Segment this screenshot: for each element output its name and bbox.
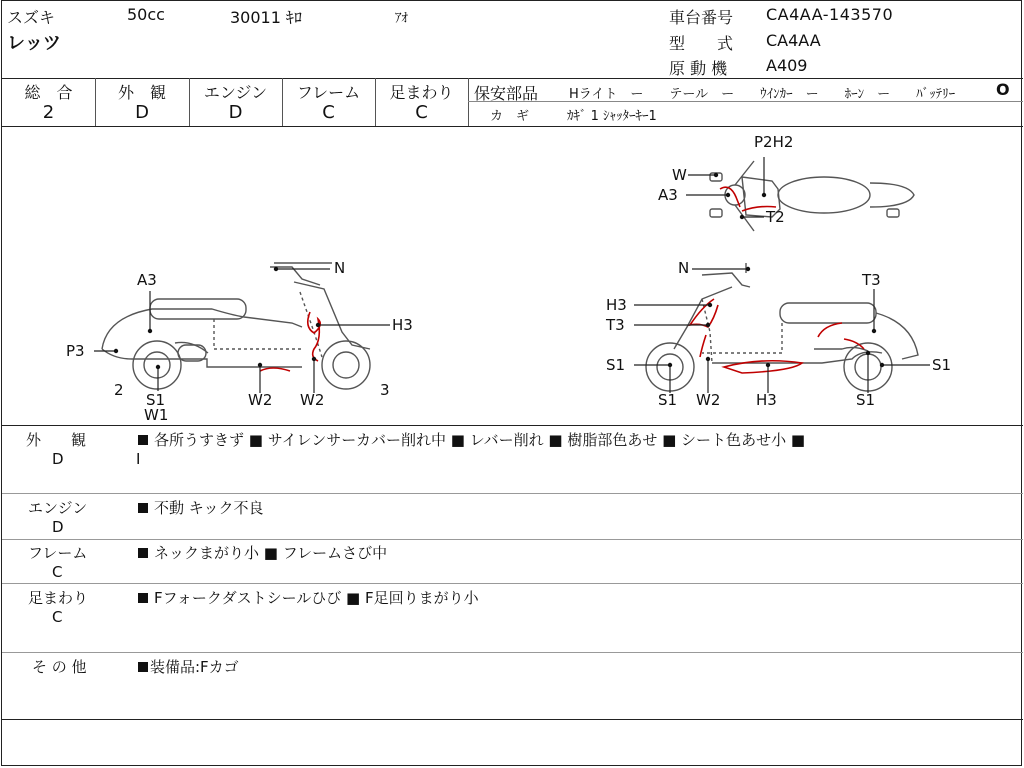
type-value: CA4AA [766,31,821,50]
inspection-sheet [1,0,1022,766]
note-text: 不動 キック不良 [154,499,264,517]
label-a3: A3 [137,271,157,289]
label-h3: H3 [606,296,627,314]
label-s1: S1 [658,391,678,409]
note-text: ネックまがり小 ■ フレームさび中 [154,544,388,562]
note-text: 各所うすきず ■ サイレンサーカバー削れ中 ■ レバー削れ ■ 樹脂部色あせ ■ シート色あせ小 ■ [154,431,806,449]
label-w2: W2 [248,391,273,409]
safety-items: Hライト ー テール ー ｳｲﾝｶｰ ー ﾎｰﾝ ー ﾊﾞｯﾃﾘｰ [569,87,956,102]
grade-frame: C [322,102,335,123]
label-n: N [334,259,346,277]
grade-exterior-label: 外 観 [117,83,166,102]
note-grade: C [52,563,63,581]
label-s1: S1 [606,356,626,374]
label-t3: T3 [606,316,625,334]
note-title: 外 観 [26,431,87,449]
label-w1: W1 [144,406,169,424]
scooter-top-view [710,161,914,231]
grade-suspension-label: 足まわり [389,83,454,102]
note-title: フレーム [28,544,88,562]
leader-dots [114,173,884,369]
engine-value: A409 [766,56,808,75]
grade-overall: 2 [42,102,55,123]
type-label: 型 式 [669,34,734,53]
damage-diagram [2,127,1023,427]
divider [2,652,1023,653]
leader-lines [94,157,930,393]
safety-label: 保安部品 [474,84,539,103]
label-w2: W2 [300,391,325,409]
label-h3: H3 [756,391,777,409]
battery-mark: O [996,80,1010,99]
bullet-icon [138,662,148,672]
divider [468,78,469,126]
divider [2,425,1023,426]
note-title: エンジン [28,499,88,517]
divider [2,539,1023,540]
damage-marks-left [260,312,320,371]
label-t2: T2 [766,208,785,226]
label-h3: H3 [392,316,413,334]
divider [2,719,1023,720]
grade-engine: D [228,102,243,123]
note-grade: D [52,450,64,468]
key-label: カ ギ [490,109,530,124]
divider [2,78,1023,79]
mileage: 30011 ｷﾛ [230,8,302,27]
grade-engine-label: エンジン [203,83,268,102]
label-3: 3 [380,381,390,399]
divider [2,583,1023,584]
bullet-icon [138,548,148,558]
note-extra: I [136,450,141,468]
grade-suspension: C [415,102,428,123]
label-s1: S1 [932,356,952,374]
note-title: そ の 他 [32,658,87,676]
frame-no: CA4AA-143570 [766,5,894,24]
model-name: レッツ [7,33,61,54]
grade-exterior: D [135,102,149,123]
label-p2h2: P2H2 [754,133,794,151]
note-grade: C [52,608,63,626]
frame-no-label: 車台番号 [669,8,734,27]
grade-overall-label: 総 合 [24,83,73,102]
bullet-icon [138,435,148,445]
bullet-icon [138,503,148,513]
displacement: 50cc [127,5,165,24]
engine-label: 原 動 機 [669,59,728,78]
note-text: Fフォークダストシールひび ■ F足回りまがり小 [154,589,479,607]
label-a3: A3 [658,186,678,204]
color: ｱｵ [395,11,408,26]
note-title: 足まわり [28,589,89,607]
bullet-icon [138,593,148,603]
label-p3: P3 [66,342,85,360]
key-value: ｶｷﾞ 1 ｼｬｯﾀｰｷｰ1 [567,109,657,124]
grade-frame-label: フレーム [296,83,361,102]
divider [2,493,1023,494]
label-s1: S1 [856,391,876,409]
label-w: W [672,166,687,184]
label-t3: T3 [862,271,881,289]
label-w2: W2 [696,391,721,409]
note-grade: D [52,518,64,536]
damage-marks-right [690,299,864,373]
maker: スズキ [7,8,56,27]
label-2: 2 [114,381,124,399]
label-n: N [678,259,690,277]
label-s1: S1 [146,391,166,409]
note-text: 装備品:Fカゴ [150,658,239,676]
